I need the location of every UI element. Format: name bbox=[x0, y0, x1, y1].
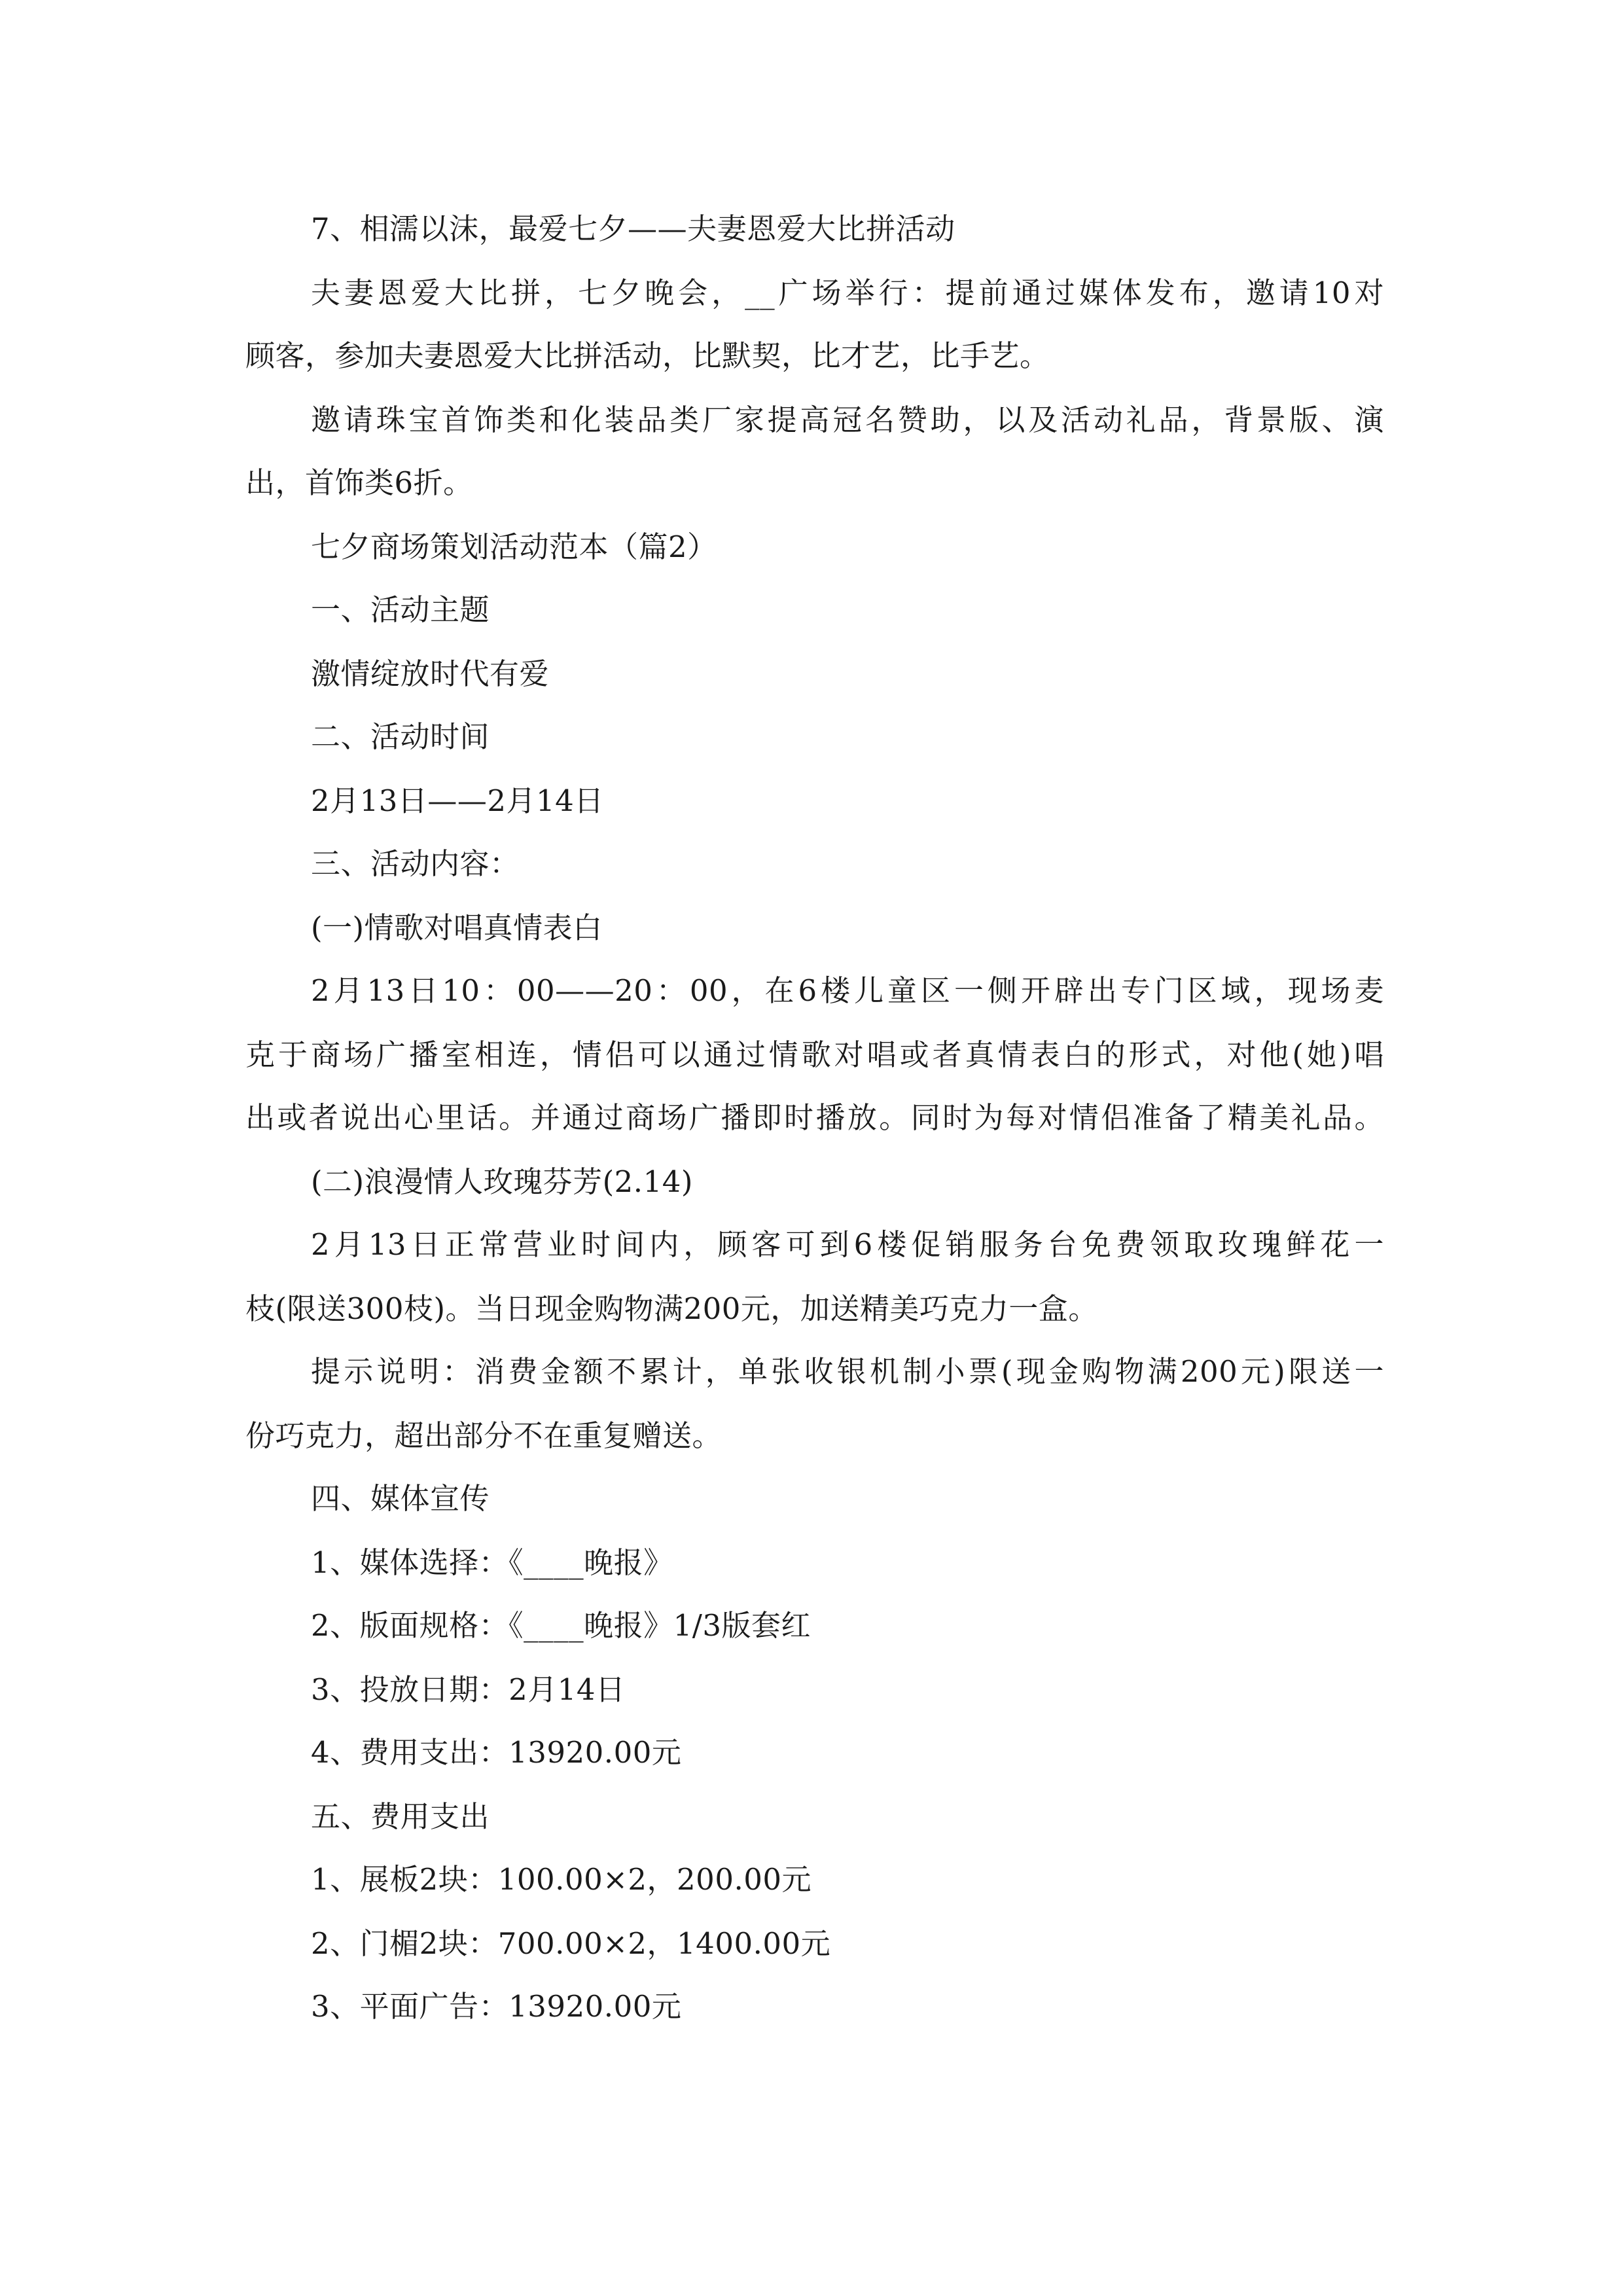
section-heading-content: 三、活动内容： bbox=[311, 846, 520, 881]
paragraph-line: 2月13日——2月14日 bbox=[311, 783, 604, 818]
section-heading-theme: 一、活动主题 bbox=[311, 592, 490, 627]
paragraph-line: 提示说明：消费金额不累计，单张收银机制小票(现金购物满200元)限送一 bbox=[311, 1354, 1384, 1389]
paragraph-line: 顾客，参加夫妻恩爱大比拼活动，比默契，比才艺，比手艺。 bbox=[245, 338, 1050, 373]
paragraph-line: 邀请珠宝首饰类和化装品类厂家提高冠名赞助，以及活动礼品，背景版、演 bbox=[311, 403, 1384, 437]
section-heading-expense: 五、费用支出 bbox=[311, 1799, 490, 1834]
section-heading-7: 7、相濡以沫，最爱七夕——夫妻恩爱大比拼活动 bbox=[311, 211, 955, 246]
paragraph-line: 激情绽放时代有爱 bbox=[311, 656, 550, 691]
list-item: 3、平面广告：13920.00元 bbox=[311, 1989, 682, 2024]
paragraph-line: 2月13日10：00——20：00，在6楼儿童区一侧开辟出专门区域，现场麦 bbox=[311, 973, 1384, 1008]
list-item: 1、展板2块：100.00×2，200.00元 bbox=[311, 1862, 812, 1897]
list-item: 1、媒体选择：《____晚报》 bbox=[311, 1545, 673, 1580]
subsection-heading: (一)情歌对唱真情表白 bbox=[311, 910, 603, 945]
list-item: 3、投放日期：2月14日 bbox=[311, 1672, 626, 1707]
subsection-heading: (二)浪漫情人玫瑰芬芳(2.14) bbox=[311, 1164, 693, 1199]
paragraph-line: 枝(限送300枝)。当日现金购物满200元，加送精美巧克力一盒。 bbox=[245, 1291, 1098, 1326]
section-heading-media: 四、媒体宣传 bbox=[311, 1481, 490, 1516]
document-subtitle: 七夕商场策划活动范本（篇2） bbox=[311, 529, 717, 564]
list-item: 4、费用支出：13920.00元 bbox=[311, 1735, 682, 1770]
paragraph-line: 出，首饰类6折。 bbox=[245, 465, 473, 500]
list-item: 2、版面规格：《____晚报》1/3版套红 bbox=[311, 1608, 812, 1643]
paragraph-line: 克于商场广播室相连，情侣可以通过情歌对唱或者真情表白的形式，对他(她)唱 bbox=[245, 1037, 1384, 1072]
section-heading-time: 二、活动时间 bbox=[311, 719, 490, 754]
paragraph-line: 份巧克力，超出部分不在重复赠送。 bbox=[245, 1418, 722, 1453]
paragraph-line: 2月13日正常营业时间内，顾客可到6楼促销服务台免费领取玫瑰鲜花一 bbox=[311, 1227, 1384, 1262]
list-item: 2、门楣2块：700.00×2，1400.00元 bbox=[311, 1926, 831, 1961]
paragraph-line: 夫妻恩爱大比拼，七夕晚会，__广场举行：提前通过媒体发布，邀请10对 bbox=[311, 276, 1384, 310]
paragraph-line: 出或者说出心里话。并通过商场广播即时播放。同时为每对情侣准备了精美礼品。 bbox=[245, 1100, 1384, 1135]
